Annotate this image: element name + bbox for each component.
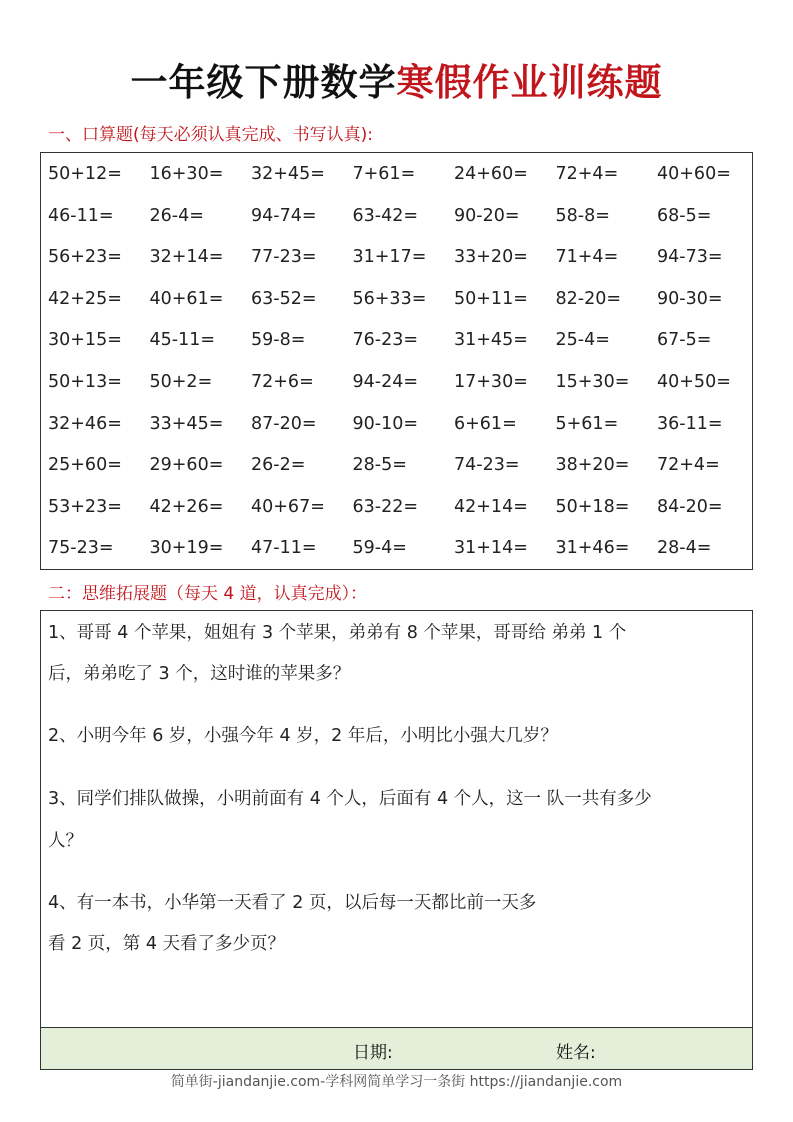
arithmetic-problem: 7+61= (352, 164, 416, 184)
arithmetic-problem: 90-30= (657, 288, 723, 309)
arithmetic-problem: 32+46= (48, 413, 122, 434)
arithmetic-problem: 31+46= (555, 538, 630, 559)
arithmetic-problem: 33+45= (149, 413, 224, 434)
arithmetic-problem: 53+23= (48, 496, 122, 517)
problem-line: 后，弟弟吃了 3 个，这时谁的苹果多？ (48, 664, 351, 684)
problem-line: 4、有一本书，小华第一天看了 2 页，以后每一天都比前一天多 (48, 893, 537, 913)
arithmetic-problem: 68-5= (657, 205, 712, 226)
arithmetic-problem: 72+4= (657, 455, 720, 476)
problem-line: 2、小明今年 6 岁，小强今年 4 岁，2 年后，小明比小强大几岁？ (48, 726, 558, 746)
arithmetic-problem: 16+30= (149, 164, 224, 184)
arithmetic-problem: 72+6= (251, 371, 314, 392)
problems-box (40, 610, 753, 1070)
problem-line: 看 2 页，第 4 天看了多少页？ (48, 934, 286, 954)
arithmetic-problem: 59-4= (352, 538, 407, 559)
section2-heading: 二：思维拓展题（每天 4 道，认真完成）： (48, 584, 368, 604)
footer-bar (41, 1027, 752, 1069)
problem-line: 人？ (48, 831, 83, 851)
section1-heading: 一、口算题(每天必须认真完成、书写认真): (48, 125, 373, 145)
arithmetic-problem: 94-74= (251, 205, 317, 226)
arithmetic-problem: 76-23= (352, 330, 419, 351)
problem-line: 3、同学们排队做操，小明前面有 4 个人，后面有 4 个人，这一 队一共有多少 (48, 789, 652, 809)
arithmetic-problem: 74-23= (454, 455, 520, 476)
name-label: 姓名: (556, 1043, 596, 1063)
arithmetic-problem: 31+17= (352, 247, 427, 268)
arithmetic-problem: 31+45= (454, 330, 528, 351)
arithmetic-problem: 90-20= (454, 205, 520, 226)
arithmetic-problem: 26-4= (149, 205, 204, 226)
arithmetic-problem: 30+15= (48, 330, 122, 351)
arithmetic-problem: 94-24= (352, 371, 419, 392)
arithmetic-problem: 50+12= (48, 164, 122, 184)
arithmetic-problem: 32+14= (149, 247, 224, 268)
arithmetic-problem: 82-20= (555, 288, 622, 309)
arithmetic-problem: 28-5= (352, 455, 407, 476)
arithmetic-problem: 15+30= (555, 371, 630, 392)
arithmetic-problem: 40+50= (657, 371, 731, 392)
arithmetic-problem: 67-5= (657, 330, 712, 351)
arithmetic-problem: 77-23= (251, 247, 317, 268)
arithmetic-problem: 50+11= (454, 288, 528, 309)
arithmetic-box (40, 152, 753, 570)
arithmetic-problem: 25+60= (48, 455, 122, 476)
source-credit: 简单街-jiandanjie.com-学科网简单学习一条街 https://jiandanjie.com (170, 1074, 623, 1090)
arithmetic-problem: 56+23= (48, 247, 122, 268)
arithmetic-problem: 40+61= (149, 288, 224, 309)
arithmetic-problem: 45-11= (149, 330, 216, 351)
arithmetic-problem: 36-11= (657, 413, 723, 434)
arithmetic-problem: 40+60= (657, 164, 731, 184)
arithmetic-problem: 87-20= (251, 413, 317, 434)
arithmetic-problem: 58-8= (555, 205, 610, 226)
problem-line: 1、哥哥 4 个苹果，姐姐有 3 个苹果，弟弟有 8 个苹果，哥哥给 弟弟 1 个 (48, 623, 627, 643)
arithmetic-problem: 75-23= (48, 538, 114, 559)
arithmetic-problem: 25-4= (555, 330, 610, 351)
arithmetic-problem: 71+4= (555, 247, 619, 268)
arithmetic-problem: 5+61= (555, 413, 619, 434)
arithmetic-problem: 32+45= (251, 164, 325, 184)
arithmetic-problem: 59-8= (251, 330, 306, 351)
date-label: 日期: (353, 1043, 393, 1063)
arithmetic-problem: 24+60= (454, 164, 528, 184)
arithmetic-problem: 30+19= (149, 538, 224, 559)
arithmetic-problem: 26-2= (251, 455, 306, 476)
arithmetic-problem: 46-11= (48, 205, 114, 226)
arithmetic-problem: 33+20= (454, 247, 528, 268)
arithmetic-grid (48, 161, 759, 577)
arithmetic-problem: 17+30= (454, 371, 528, 392)
arithmetic-problem: 42+25= (48, 288, 122, 309)
arithmetic-problem: 63-42= (352, 205, 419, 226)
arithmetic-problem: 47-11= (251, 538, 317, 559)
arithmetic-problem: 28-4= (657, 538, 712, 559)
arithmetic-problem: 63-52= (251, 288, 317, 309)
arithmetic-problem: 72+4= (555, 164, 619, 184)
arithmetic-problem: 90-10= (352, 413, 419, 434)
arithmetic-problem: 94-73= (657, 247, 723, 268)
arithmetic-problem: 56+33= (352, 288, 427, 309)
arithmetic-problem: 63-22= (352, 496, 419, 517)
arithmetic-problem: 50+2= (149, 371, 213, 392)
arithmetic-problem: 29+60= (149, 455, 224, 476)
arithmetic-problem: 50+13= (48, 371, 122, 392)
arithmetic-problem: 42+26= (149, 496, 224, 517)
arithmetic-problem: 40+67= (251, 496, 325, 517)
page-title: 一年级下册数学寒假作业训练题 (130, 61, 663, 104)
arithmetic-problem: 6+61= (454, 413, 517, 434)
arithmetic-problem: 42+14= (454, 496, 528, 517)
arithmetic-problem: 84-20= (657, 496, 723, 517)
arithmetic-problem: 50+18= (555, 496, 630, 517)
arithmetic-problem: 31+14= (454, 538, 528, 559)
arithmetic-problem: 38+20= (555, 455, 630, 476)
